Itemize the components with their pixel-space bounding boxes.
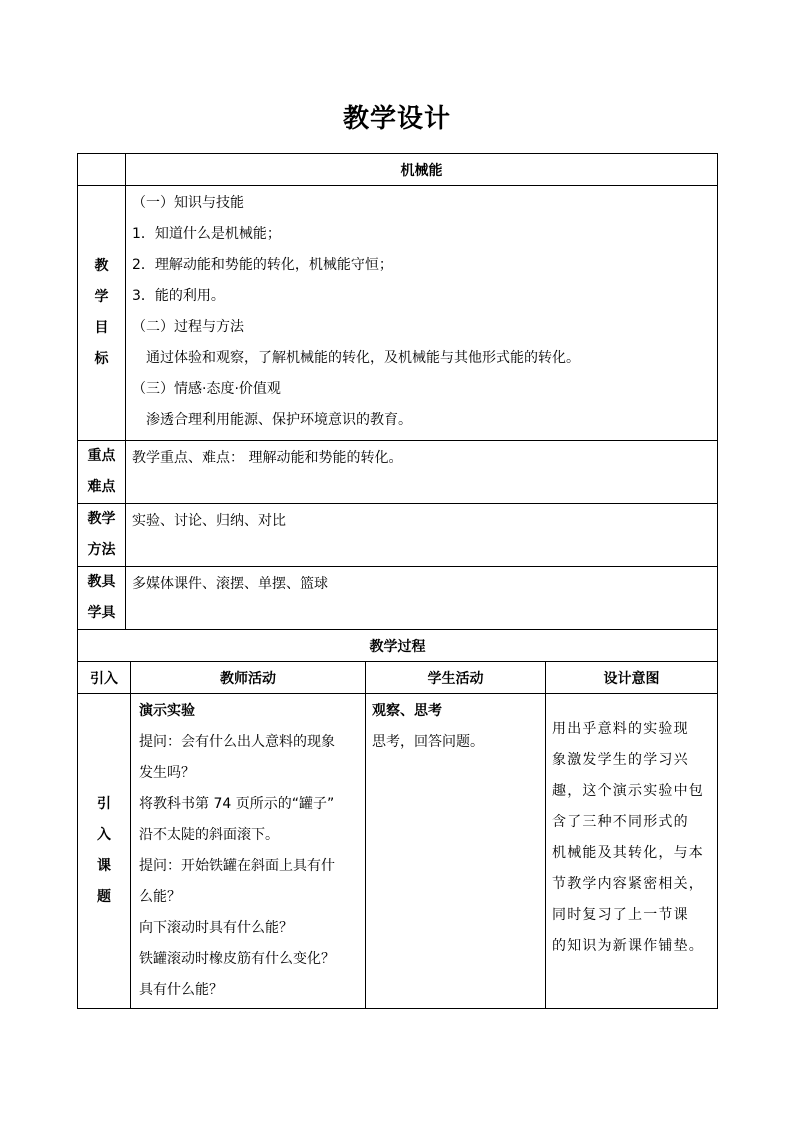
teacher-activity-title: 演示实验: [139, 703, 195, 719]
methods-label: 教学 方法: [78, 504, 126, 567]
tools-content: 多媒体课件、滚摆、单摆、篮球: [126, 567, 718, 630]
key-points-row: [78, 441, 718, 504]
objectives-content: [126, 186, 718, 441]
objective-item: 3．能的利用。: [132, 288, 225, 304]
methods-row: [78, 504, 718, 567]
objective-heading: （一）知识与技能: [132, 195, 244, 211]
teacher-activity: 演示实验 提问：会有什么出人意料的现象 发生吗？ 将教科书第 74 页所示的“罐子” 沿不太陡的斜面滚下。 提问：开始铁罐在斜面上具有什 么能？ 向下滚动时具有什么能？ 铁罐滚动时橡皮筋有什么变化？ 具有什么能？: [131, 694, 366, 1009]
intro-label: 引 入 课 题: [78, 694, 131, 1009]
column-header-intent: 设计意图: [546, 662, 718, 694]
student-activity-title: 观察、思考: [372, 703, 442, 719]
process-heading-row: [78, 630, 718, 662]
objective-item: 通过体验和观察，了解机械能的转化，及机械能与其他形式能的转化。: [146, 350, 580, 366]
column-header-student: 学生活动: [366, 662, 546, 694]
column-header-intro: 引入: [78, 662, 131, 694]
intro-row: [78, 694, 718, 1009]
design-intent: 用出乎意料的实验现 象激发学生的学习兴 趣，这个演示实验中包 含了三种不同形式的 机械能及其转化，与本 节教学内容紧密相关， 同时复习了上一节课 的知识为新课作铺垫。: [546, 694, 718, 1009]
lesson-title-row: [78, 154, 718, 186]
methods-content: 实验、讨论、归纳、对比: [126, 504, 718, 567]
tools-label: 教具 学具: [78, 567, 126, 630]
lesson-name: 机械能: [126, 154, 718, 186]
objectives-row: [78, 186, 718, 441]
key-points-content: 教学重点、难点： 理解动能和势能的转化。: [126, 441, 718, 504]
student-activity: 观察、思考 思考，回答问题。: [366, 694, 546, 1009]
objective-heading: （二）过程与方法: [132, 319, 244, 335]
objective-item: 渗透合理利用能源、保护环境意识的教育。: [146, 412, 412, 428]
objectives-label: 教 学 目 标: [78, 186, 126, 441]
column-header-teacher: 教师活动: [131, 662, 366, 694]
key-points-label: 重点 难点: [78, 441, 126, 504]
process-heading: 教学过程: [78, 630, 718, 662]
blank-corner-cell: [78, 154, 126, 186]
process-columns-row: [78, 662, 718, 694]
tools-row: [78, 567, 718, 630]
page-title: 教学设计: [342, 104, 451, 134]
objective-item: 1．知道什么是机械能；: [132, 226, 281, 242]
lesson-plan-table: [77, 153, 718, 1009]
objective-heading: （三）情感·态度·价值观: [132, 381, 281, 397]
objective-item: 2．理解动能和势能的转化，机械能守恒；: [132, 257, 393, 273]
